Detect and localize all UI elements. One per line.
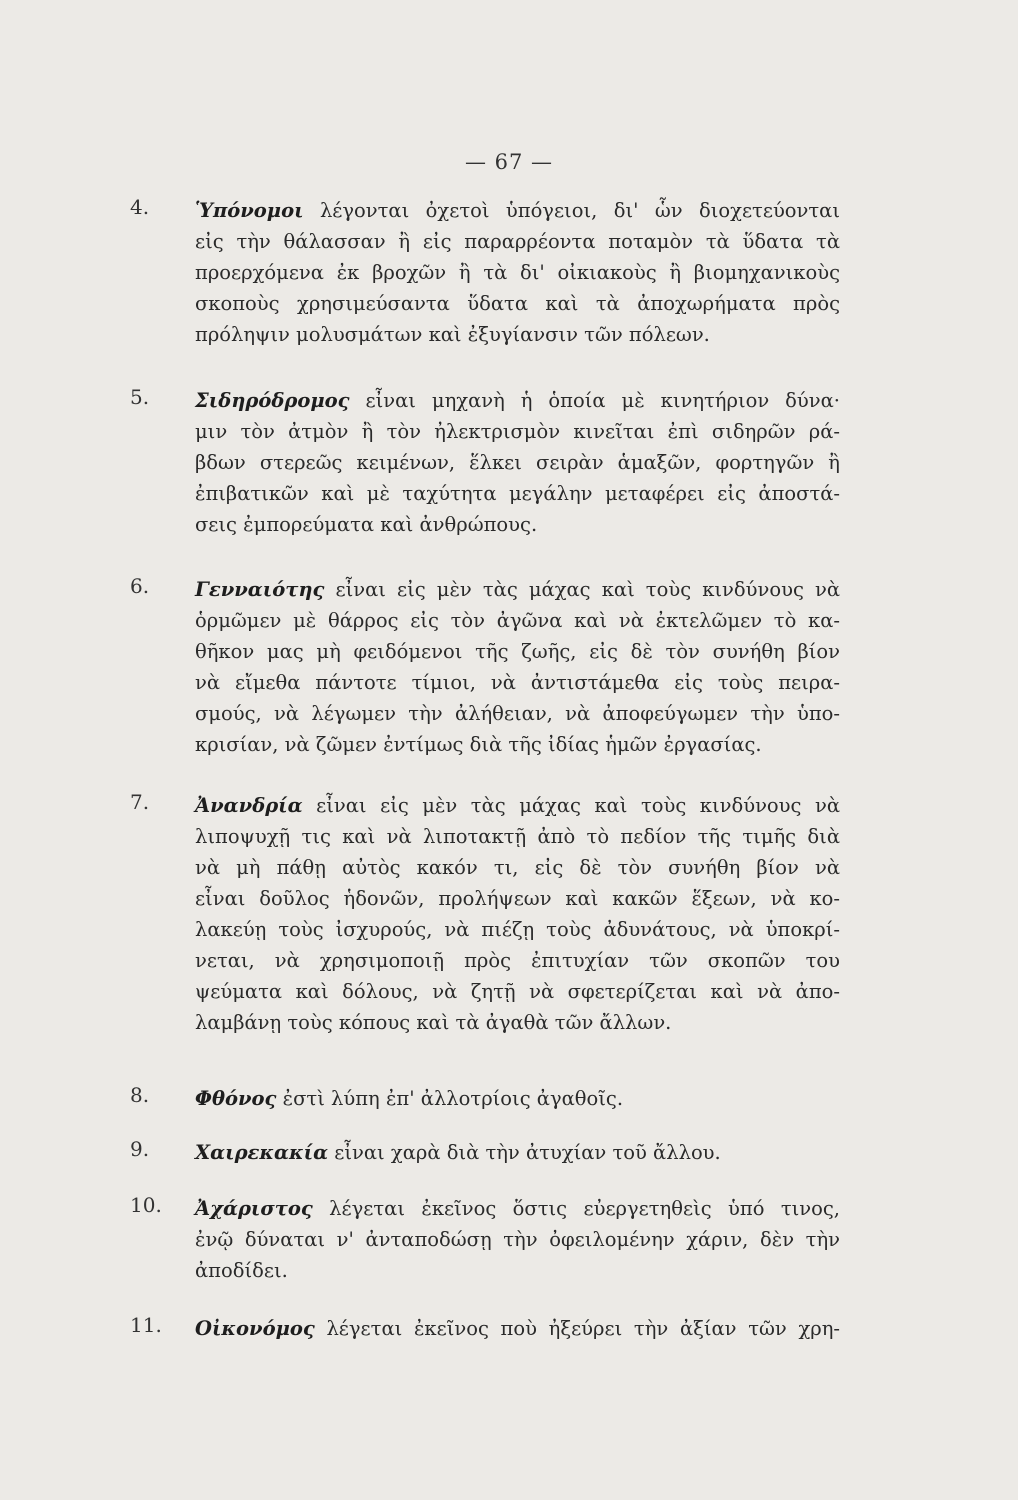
text-line: ψεύματα καὶ δόλους, νὰ ζητῇ νὰ σφετερίζεται καὶ νὰ ἀπο- [195, 980, 840, 1003]
text-line: ἐπιβατικῶν καὶ μὲ ταχύτητα μεγάλην μεταφέρει εἰς ἀποστά- [195, 482, 840, 505]
text-line: εἶναι χαρὰ διὰ τὴν ἀτυχίαν τοῦ ἄλλου. [334, 1141, 721, 1164]
entry-term: Οἰκονόμος [195, 1317, 315, 1340]
text-line: σμούς, νὰ λέγωμεν τὴν ἀλήθειαν, νὰ ἀποφεύγωμεν τὴν ὑπο- [195, 702, 840, 725]
entry-term: Ἀχάριστος [195, 1197, 313, 1220]
text-line: εἰς τὴν θάλασσαν ἢ εἰς παραρρέοντα ποταμὸν τὰ ὕδατα τὰ [195, 230, 840, 253]
text-line: νὰ εἴμεθα πάντοτε τίμιοι, νὰ ἀντιστάμεθα εἰς τοὺς πειρα- [195, 671, 840, 694]
entry-term: Ὑπόνομοι [195, 199, 304, 222]
entry-term: Ἀνανδρία [195, 794, 303, 817]
entry-text [195, 195, 840, 350]
entry-number: 5. [130, 385, 150, 409]
text-line: πρόληψιν μολυσμάτων καὶ ἐξυγίανσιν τῶν πόλεων. [195, 323, 710, 346]
entry-number: 4. [130, 195, 150, 219]
text-line: ἐνῷ δύναται ν' ἀνταποδώσῃ τὴν ὀφειλομένην χάριν, δὲν τὴν [195, 1228, 840, 1251]
entry-number: 11. [130, 1313, 162, 1337]
entry-text [195, 574, 840, 760]
text-line: μιν τὸν ἀτμὸν ἢ τὸν ἠλεκτρισμὸν κινεῖται ἐπὶ σιδηρῶν ρά- [195, 420, 840, 443]
text-line: εἶναι δοῦλος ἡδονῶν, προλήψεων καὶ κακῶν ἕξεων, νὰ κο- [195, 887, 840, 910]
entry-number: 8. [130, 1083, 150, 1107]
text-line: ὁρμῶμεν μὲ θάρρος εἰς τὸν ἀγῶνα καὶ νὰ ἐκτελῶμεν τὸ κα- [195, 609, 840, 632]
text-line: λέγεται ἐκεῖνος ποὺ ἠξεύρει τὴν ἀξίαν τῶν χρη- [326, 1317, 841, 1340]
text-line: νεται, νὰ χρησιμοποιῇ πρὸς ἐπιτυχίαν τῶν σκοπῶν του [195, 949, 840, 972]
text-line: νὰ μὴ πάθῃ αὐτὸς κακόν τι, εἰς δὲ τὸν συνήθη βίον νὰ [195, 856, 840, 879]
text-line: λακεύῃ τοὺς ἰσχυρούς, νὰ πιέζῃ τοὺς ἀδυνάτους, νὰ ὑποκρί- [195, 918, 840, 941]
entry-text [195, 1313, 840, 1344]
text-line: λαμβάνῃ τοὺς κόπους καὶ τὰ ἀγαθὰ τῶν ἄλλων. [195, 1011, 672, 1034]
entry-number: 10. [130, 1193, 162, 1217]
text-line: εἶναι μηχανὴ ἡ ὁποία μὲ κινητήριον δύνα· [365, 389, 840, 412]
entry-text [195, 790, 840, 1038]
entry-number: 6. [130, 574, 150, 598]
entry-term: Σιδηρόδρομος [195, 389, 350, 412]
text-line: σεις ἐμπορεύματα καὶ ἀνθρώπους. [195, 513, 538, 536]
entry-term: Φθόνος [195, 1087, 277, 1110]
entry-text [195, 385, 840, 540]
text-line: ἀποδίδει. [195, 1259, 288, 1282]
text-line: λέγεται ἐκεῖνος ὅστις εὐεργετηθεὶς ὑπό τινος, [329, 1197, 840, 1220]
entry-number: 9. [130, 1137, 150, 1161]
entry-term: Χαιρεκακία [195, 1141, 329, 1164]
page-number: — 67 — [464, 150, 554, 174]
entry-term: Γενναιότης [195, 578, 325, 601]
text-line: εἶναι εἰς μὲν τὰς μάχας καὶ τοὺς κινδύνους νὰ [335, 578, 840, 601]
entry-number: 7. [130, 790, 150, 814]
text-line: λιποψυχῇ τις καὶ νὰ λιποτακτῇ ἀπὸ τὸ πεδίον τῆς τιμῆς διὰ [195, 825, 840, 848]
entry-text [195, 1193, 840, 1286]
text-line: σκοποὺς χρησιμεύσαντα ὕδατα καὶ τὰ ἀποχωρήματα πρὸς [195, 292, 840, 315]
text-line: ἐστὶ λύπη ἐπ' ἀλλοτρίοις ἀγαθοῖς. [282, 1087, 624, 1110]
entry-text [195, 1137, 840, 1168]
text-line: βδων στερεῶς κειμένων, ἕλκει σειρὰν ἁμαξῶν, φορτηγῶν ἢ [195, 451, 840, 474]
text-line: θῆκον μας μὴ φειδόμενοι τῆς ζωῆς, εἰς δὲ τὸν συνήθη βίον [195, 640, 840, 663]
text-line: κρισίαν, νὰ ζῶμεν ἐντίμως διὰ τῆς ἰδίας ἡμῶν ἐργασίας. [195, 733, 762, 756]
text-line: λέγονται ὀχετοὶ ὑπόγειοι, δι' ὧν διοχετεύονται [319, 199, 840, 222]
text-line: προερχόμενα ἐκ βροχῶν ἢ τὰ δι' οἰκιακοὺς ἢ βιομηχανικοὺς [195, 261, 840, 284]
text-line: εἶναι εἰς μὲν τὰς μάχας καὶ τοὺς κινδύνους νὰ [316, 794, 840, 817]
entry-text [195, 1083, 840, 1114]
